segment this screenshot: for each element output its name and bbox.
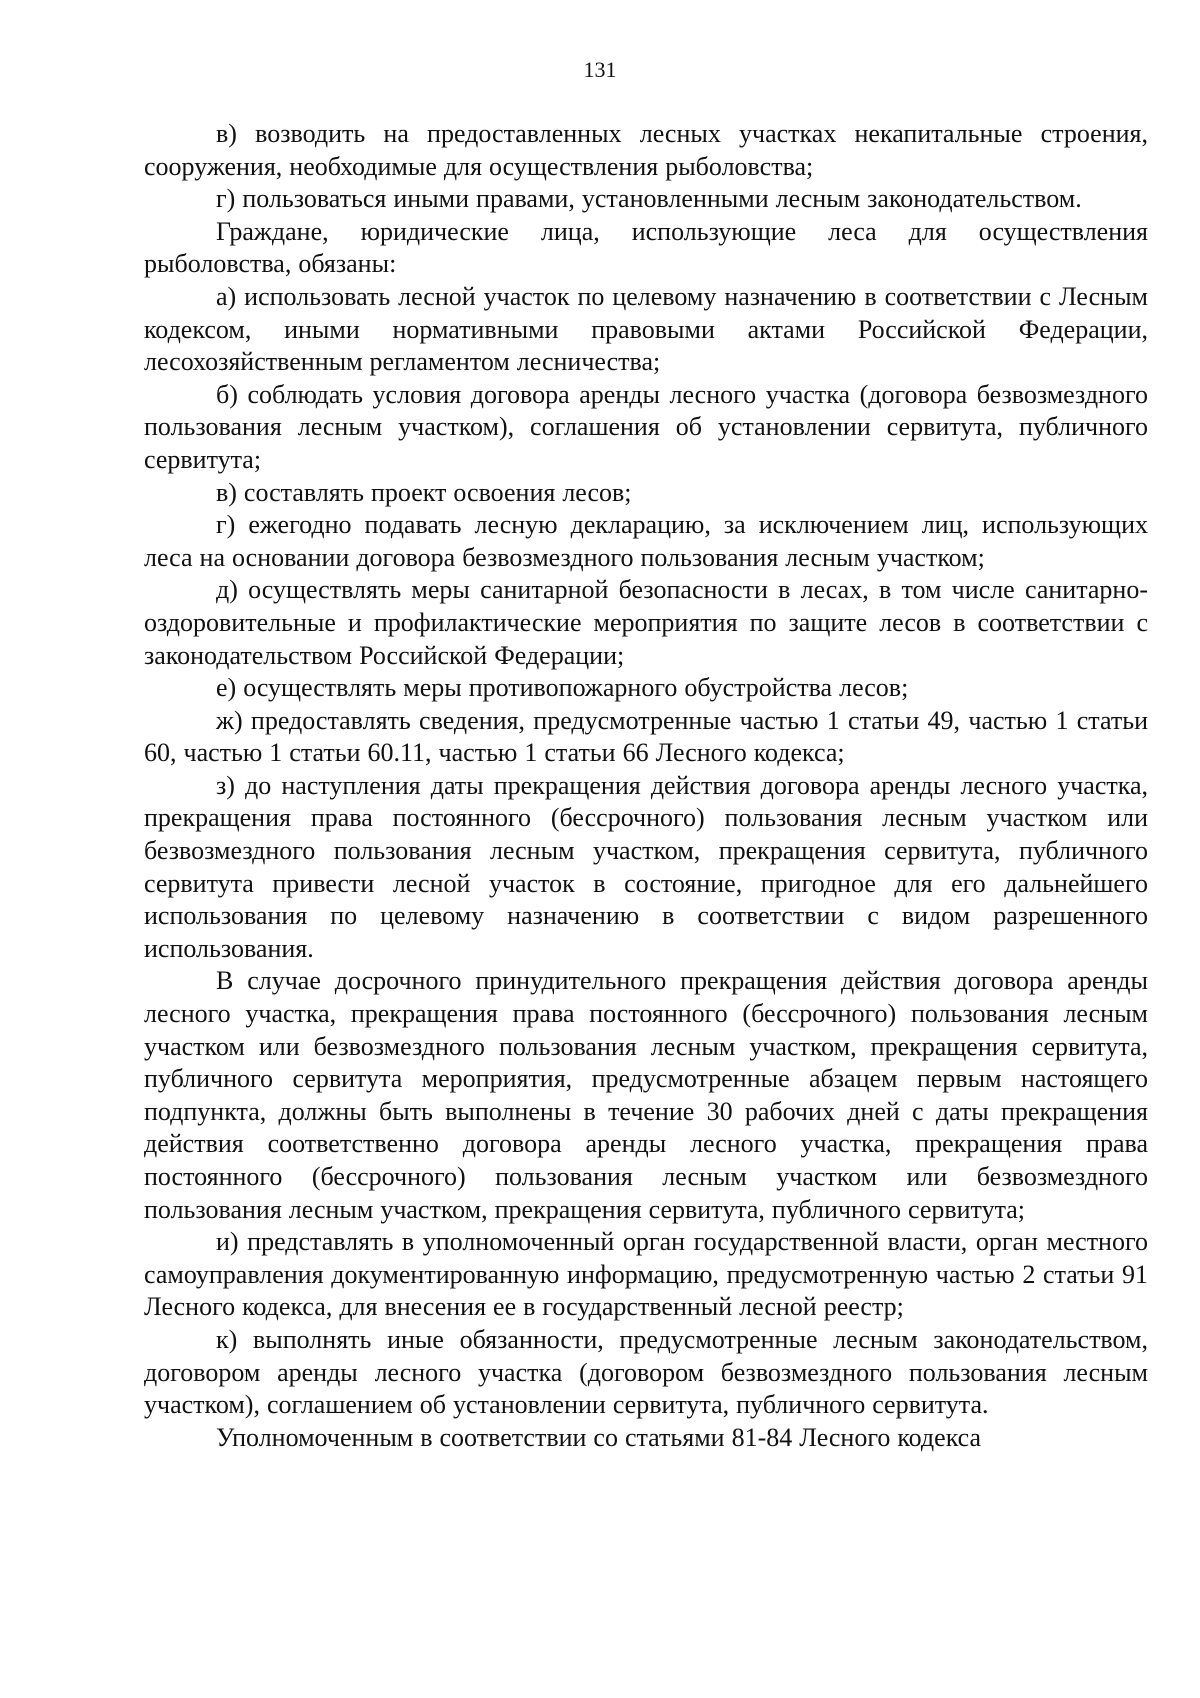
paragraph-obligations-intro: Граждане, юридические лица, использующие леса для осуществления рыболовства, обязаны: xyxy=(144,216,1148,279)
paragraph-item-d-sanitary: д) осуществлять меры санитарной безопасности в лесах, в том числе санитарно-оздоровительные и профилактические мероприятия по защите лесов в соответствии с законодательством Российской Федерации; xyxy=(144,575,1148,670)
paragraph-item-zh-information: ж) предоставлять сведения, предусмотренные частью 1 статьи 49, частью 1 статьи 60, частью 1 статьи 60.11, частью 1 статьи 66 Лесного кодекса; xyxy=(144,705,1148,768)
paragraph-item-g-declaration: г) ежегодно подавать лесную декларацию, за исключением лиц, использующих леса на основании договора безвозмездного пользования лесным участком; xyxy=(144,510,1148,572)
paragraph-item-z-restoration: з) до наступления даты прекращения действия договора аренды лесного участка, прекращения права постоянного (бессрочного) пользования лесным участком или безвозмездного пользования лесным участком, прекращения сервитута, публичного сервитута привести лесной участок в состояние, пригодное для его дальнейшего использования по целевому назначению в соответствии с видом разрешенного использования. xyxy=(144,770,1148,963)
paragraph-item-v-structures: в) возводить на предоставленных лесных участках некапитальные строения, сооружения, необходимые для осуществления рыболовства; xyxy=(144,119,1148,181)
page-number: 131 xyxy=(583,57,617,82)
paragraph-item-i-registry: и) представлять в уполномоченный орган государственной власти, орган местного самоуправления документированную информацию, предусмотренную частью 2 статьи 91 Лесного кодекса, для внесения ее в государственный лесной реестр; xyxy=(144,1227,1148,1322)
paragraph-authorized-continuation: Уполномоченным в соответствии со статьями 81-84 Лесного кодекса xyxy=(216,1422,982,1452)
paragraph-item-g-other-rights: г) пользоваться иными правами, установленными лесным законодательством. xyxy=(216,184,1082,214)
paragraph-item-a-purpose: а) использовать лесной участок по целевому назначению в соответствии с Лесным кодексом, иными нормативными правовыми актами Российской Федерации, лесохозяйственным регламентом лесничества; xyxy=(144,281,1148,377)
paragraph-item-b-contract-terms: б) соблюдать условия договора аренды лесного участка (договора безвозмездного пользования лесным участком), соглашения об установлении сервитута, публичного сервитута; xyxy=(144,379,1148,474)
paragraph-item-k-other-duties: к) выполнять иные обязанности, предусмотренные лесным законодательством, договором аренды лесного участка (договором безвозмездного пользования лесным участком), соглашением об установлении сервитута, публичного сервитута. xyxy=(144,1324,1148,1420)
paragraph-item-e-fire: е) осуществлять меры противопожарного обустройства лесов; xyxy=(216,673,909,703)
paragraph-early-termination: В случае досрочного принудительного прекращения действия договора аренды лесного участка, прекращения права постоянного (бессрочного) пользования лесным участком или безвозмездного пользования лесным участком, прекращения сервитута, публичного сервитута мероприятия, предусмотренные абзацем первым настоящего подпункта, должны быть выполнены в течение 30 рабочих дней с даты прекращения действия соответственно договора аренды лесного участка, прекращения права постоянного (бессрочного) пользования лесным участком или безвозмездного пользования лесным участком, прекращения сервитута, публичного сервитута; xyxy=(144,966,1148,1224)
paragraph-item-v-project: в) составлять проект освоения лесов; xyxy=(216,477,632,507)
document-body xyxy=(144,118,1148,1454)
